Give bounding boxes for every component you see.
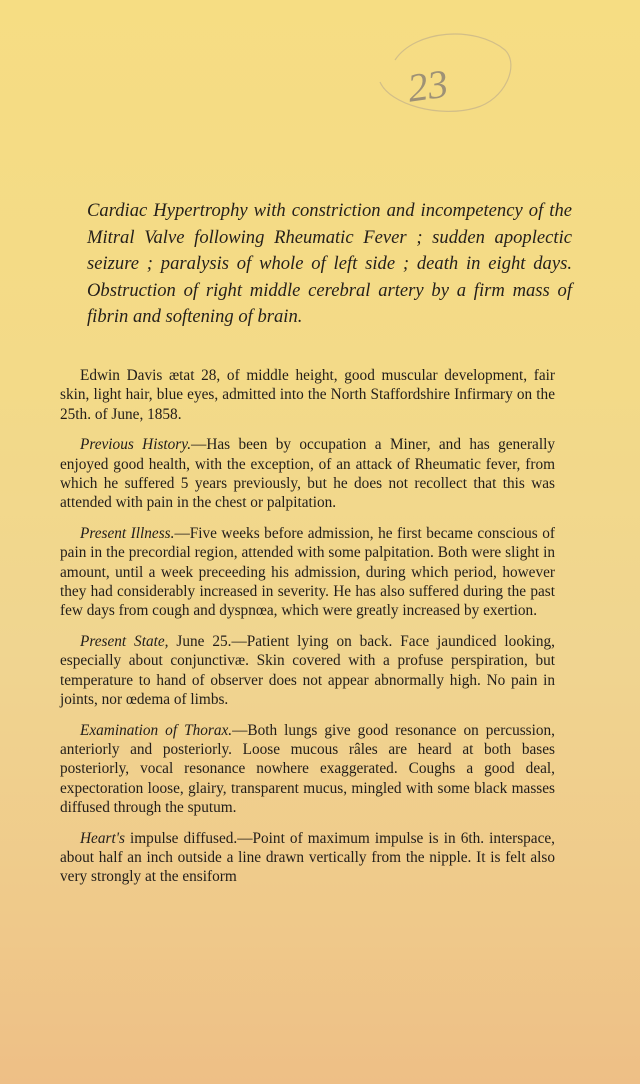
paragraph-text: —Has been by occupation a Miner, and has generally enjoyed good health, with the exception, of an attack of Rheumatic fever, from which he suffered 5 years previously, but he does not recollect that this was attended with pain in the chest or palpitation.: [60, 436, 555, 512]
paragraph-present-state: [60, 632, 555, 710]
page-number-stamp-icon: [355, 20, 525, 125]
handwritten-page-number: [355, 20, 525, 125]
paragraph-text: impulse diffused.—Point of maximum impulse is in 6th. interspace, about half an inch outside a line drawn vertically from the nipple. It is felt also very strongly at the ensiform: [60, 829, 555, 886]
paragraph-previous-history: [60, 435, 555, 513]
page-number-text: 23: [404, 60, 451, 111]
paragraph-examination-thorax: [60, 721, 555, 818]
paragraph-present-illness: [60, 524, 555, 621]
paragraph-text: —Five weeks before admission, he first became conscious of pain in the precordial region, attended with some palpitation. Both were slight in amount, until a week preceeding his admission, during which period, however they had considerably increased in severity. He has also suffered during the past few days from cough and dyspnœa, which were greatly increased by exertion.: [60, 524, 555, 620]
paragraph-heading: Examination of Thorax.: [80, 721, 233, 739]
case-body: [60, 366, 555, 898]
paragraph-heading: Present Illness.: [80, 524, 175, 542]
paragraph-introduction: [60, 366, 555, 424]
paragraph-text: June 25.—Patient lying on back. Face jaundiced looking, especially about conjunctivæ. Skin covered with a profuse perspiration, but temperature to hand of observer does not appear abnormally high. No pain in joints, nor œdema of limbs.: [60, 632, 555, 709]
case-title: Cardiac Hypertrophy with constriction and incompetency of the Mitral Valve following Rheumatic Fever ; sudden apoplectic seizure ; paralysis of whole of left side ; death in eight days. Obstruction of right middle cerebral artery by a firm mass of fibrin and softening of brain.: [87, 200, 572, 327]
paragraph-heading: Previous History.: [80, 436, 192, 454]
paragraph-heart: [60, 829, 555, 887]
paragraph-text: Edwin Davis ætat 28, of middle height, good muscular development, fair skin, light hair, blue eyes, admitted into the North Staffordshire Infirmary on the 25th. of June, 1858.: [60, 367, 555, 423]
paragraph-heading: Present State,: [80, 632, 169, 650]
paragraph-text: —Both lungs give good resonance on percussion, anteriorly and posteriorly. Loose mucous râles are heard at both bases posteriorly, vocal resonance nowhere exaggerated. Coughs a good deal, expectoration loose, glairy, transparent mucus, mingled with some black masses diffused through the sputum.: [60, 721, 556, 817]
paragraph-heading: Heart's: [80, 829, 125, 847]
